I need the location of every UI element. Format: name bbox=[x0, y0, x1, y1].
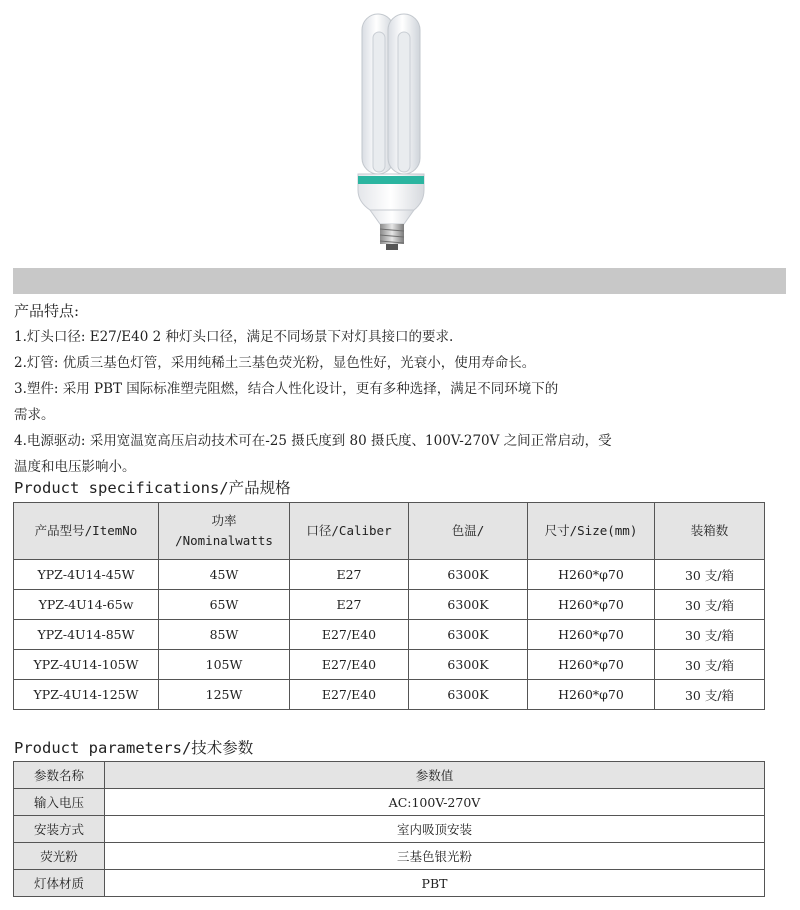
cell-caliber: E27/E40 bbox=[290, 650, 409, 680]
header-power-line2: /Nominalwatts bbox=[175, 533, 273, 548]
cell-caliber: E27 bbox=[290, 590, 409, 620]
param-name-header: 参数名称 bbox=[14, 762, 105, 789]
table-row bbox=[14, 789, 765, 816]
feature-line: 需求。 bbox=[14, 407, 55, 423]
cell-size: H260*φ70 bbox=[528, 680, 655, 710]
param-name: 荧光粉 bbox=[14, 843, 105, 870]
param-value-header: 参数值 bbox=[105, 762, 765, 789]
cell-packing: 30 支/箱 bbox=[655, 590, 765, 620]
header-packing: 装箱数 bbox=[655, 503, 765, 560]
cell-caliber: E27 bbox=[290, 560, 409, 590]
header-item-no: 产品型号/ItemNo bbox=[14, 503, 159, 560]
cell-color-temp: 6300K bbox=[409, 560, 528, 590]
feature-line: 3.塑件: 采用 PBT 国际标准塑壳阻燃，结合人性化设计，更有多种选择，满足不同环境下的 bbox=[14, 381, 559, 397]
feature-line: 2.灯管: 优质三基色灯管，采用纯稀土三基色荧光粉，显色性好，光衰小，使用寿命长。 bbox=[14, 355, 536, 371]
cell-packing: 30 支/箱 bbox=[655, 560, 765, 590]
section-divider-bar bbox=[13, 268, 786, 294]
product-features bbox=[14, 298, 789, 480]
table-row bbox=[14, 816, 765, 843]
param-name: 灯体材质 bbox=[14, 870, 105, 897]
header-power-line1: 功率 bbox=[211, 513, 237, 528]
cell-caliber: E27/E40 bbox=[290, 620, 409, 650]
cell-size: H260*φ70 bbox=[528, 650, 655, 680]
cell-item-no: YPZ-4U14-105W bbox=[14, 650, 159, 680]
cell-color-temp: 6300K bbox=[409, 650, 528, 680]
table-row bbox=[14, 843, 765, 870]
cell-packing: 30 支/箱 bbox=[655, 680, 765, 710]
product-photo bbox=[0, 0, 800, 262]
cell-size: H260*φ70 bbox=[528, 560, 655, 590]
param-value: 三基色银光粉 bbox=[105, 843, 765, 870]
param-header-row bbox=[14, 762, 765, 789]
table-row bbox=[14, 560, 765, 590]
param-table bbox=[13, 761, 765, 897]
table-row bbox=[14, 590, 765, 620]
header-power bbox=[159, 503, 290, 560]
feature-line: 1.灯头口径: E27/E40 2 种灯头口径，满足不同场景下对灯具接口的要求. bbox=[14, 329, 454, 345]
param-value: 室内吸顶安装 bbox=[105, 816, 765, 843]
cell-size: H260*φ70 bbox=[528, 620, 655, 650]
param-name: 安装方式 bbox=[14, 816, 105, 843]
cell-power: 45W bbox=[159, 560, 290, 590]
cell-color-temp: 6300K bbox=[409, 620, 528, 650]
table-row bbox=[14, 680, 765, 710]
spec-table bbox=[13, 502, 765, 710]
cell-color-temp: 6300K bbox=[409, 680, 528, 710]
cell-caliber: E27/E40 bbox=[290, 680, 409, 710]
cell-item-no: YPZ-4U14-125W bbox=[14, 680, 159, 710]
spec-header-row bbox=[14, 503, 765, 560]
param-value: PBT bbox=[105, 870, 765, 897]
param-name: 输入电压 bbox=[14, 789, 105, 816]
cell-size: H260*φ70 bbox=[528, 590, 655, 620]
table-row bbox=[14, 620, 765, 650]
cell-power: 105W bbox=[159, 650, 290, 680]
param-value: AC:100V-270V bbox=[105, 789, 765, 816]
table-row bbox=[14, 870, 765, 897]
cell-item-no: YPZ-4U14-65w bbox=[14, 590, 159, 620]
features-title: 产品特点: bbox=[14, 302, 80, 320]
cell-power: 85W bbox=[159, 620, 290, 650]
table-row bbox=[14, 650, 765, 680]
cell-packing: 30 支/箱 bbox=[655, 650, 765, 680]
feature-line: 4.电源驱动: 采用宽温宽高压启动技术可在-25 摄氏度到 80 摄氏度、100V-270V 之间正常启动，受 bbox=[14, 433, 612, 449]
cell-item-no: YPZ-4U14-45W bbox=[14, 560, 159, 590]
param-section-title: Product parameters/技术参数 bbox=[14, 739, 254, 757]
spec-section-title: Product specifications/产品规格 bbox=[14, 479, 291, 497]
lamp-illustration bbox=[340, 10, 460, 255]
cell-item-no: YPZ-4U14-85W bbox=[14, 620, 159, 650]
header-size: 尺寸/Size(mm) bbox=[528, 503, 655, 560]
header-color-temp: 色温/ bbox=[409, 503, 528, 560]
feature-line: 温度和电压影响小。 bbox=[14, 459, 136, 475]
cell-packing: 30 支/箱 bbox=[655, 620, 765, 650]
cell-power: 65W bbox=[159, 590, 290, 620]
cell-power: 125W bbox=[159, 680, 290, 710]
cell-color-temp: 6300K bbox=[409, 590, 528, 620]
header-caliber: 口径/Caliber bbox=[290, 503, 409, 560]
